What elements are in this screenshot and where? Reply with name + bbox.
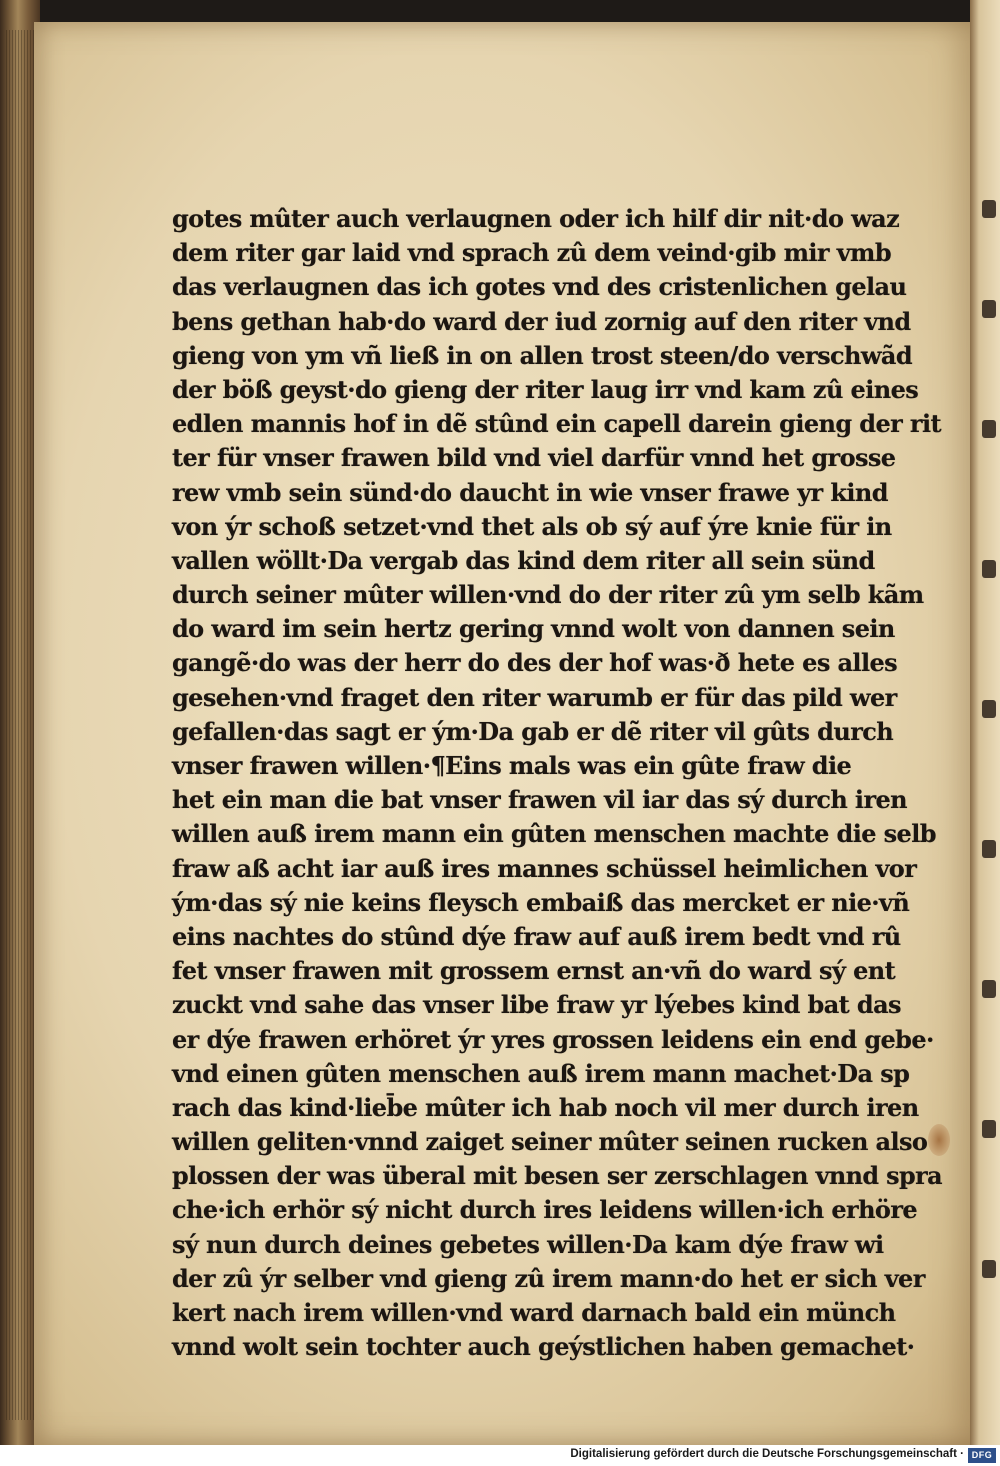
facing-page-glyph	[982, 560, 996, 578]
facing-page-glyph	[982, 1120, 996, 1138]
text-line: willen auß irem mann ein gûten menschen machte die selb	[172, 819, 936, 849]
facing-page-glyph	[982, 200, 996, 218]
text-line: edlen mannis hof in dẽ stûnd ein capell darein gieng der rit	[172, 409, 941, 439]
dfg-logo: DFG	[968, 1448, 996, 1463]
text-line: eins nachtes do stûnd dýe fraw auf auß irem bedt vnd rû	[172, 921, 901, 951]
page-edges-texture	[6, 30, 34, 1420]
text-line: fraw aß acht iar auß ires mannes schüssel heimlichen vor	[172, 853, 917, 883]
text-line: gangẽ·do was der herr do des der hof was·ð hete es alles	[172, 648, 898, 678]
text-line: von ýr schoß setzet·vnd thet als ob sý auf ýre knie für in	[172, 511, 892, 541]
facing-page-glyph	[982, 700, 996, 718]
text-line: plossen der was überal mit besen ser zerschlagen vnnd spra	[172, 1161, 942, 1191]
text-line: che·ich erhör sý nicht durch ires leidens willen·ich erhöre	[172, 1195, 918, 1225]
text-line: kert nach irem willen·vnd ward darnach bald ein münch	[172, 1298, 896, 1327]
text-line: gefallen·das sagt er ým·Da gab er dẽ riter vil gûts durch	[172, 716, 894, 746]
book-page	[34, 22, 979, 1445]
text-line: dem riter gar laid vnd sprach zû dem veind·gib mir vmb	[172, 238, 892, 268]
text-line: do ward im sein hertz gering vnnd wolt von dannen sein	[172, 614, 895, 644]
facing-page-glyph	[982, 840, 996, 858]
paper-stain	[928, 1124, 950, 1156]
text-line: sý nun durch deines gebetes willen·Da kam dýe fraw wi	[172, 1229, 884, 1259]
text-line: der zû ýr selber vnd gieng zû irem mann·do het er sich ver	[172, 1263, 925, 1293]
text-line: gotes mûter auch verlaugnen oder ich hilf dir nit·do waz	[172, 204, 900, 233]
text-line: vnd einen gûten menschen auß irem mann machet·Da sp	[172, 1058, 910, 1088]
text-line: gesehen·vnd fraget den riter warumb er für das pild wer	[172, 682, 897, 712]
text-line: vnnd wolt sein tochter auch geýstlichen haben gemachet·	[172, 1332, 915, 1362]
text-line: vallen wöllt·Da vergab das kind dem riter all sein sünd	[172, 545, 875, 575]
text-line: das verlaugnen das ich gotes vnd des cristenlichen gelau	[172, 272, 907, 302]
facing-page-sliver	[970, 0, 1000, 1445]
text-line: gieng von ym vñ ließ in on allen trost steen/do verschwãd	[172, 340, 913, 370]
text-line: ým·das sý nie keins fleysch embaiß das mercket er nie·vñ	[172, 887, 910, 917]
text-line: durch seiner mûter willen·vnd do der riter zû ym selb kãm	[172, 580, 924, 610]
text-line: rach das kind·lieb̄e mûter ich hab noch vil mer durch iren	[172, 1092, 919, 1122]
text-line: er dýe frawen erhöret ýr yres grossen leidens ein end gebe·	[172, 1024, 934, 1054]
text-line: willen geliten·vnnd zaiget seiner mûter seinen rucken also	[172, 1127, 928, 1157]
text-line: fet vnser frawen mit grossem ernst an·vñ do ward sý ent	[172, 956, 896, 986]
text-line: ter für vnser frawen bild vnd viel darfür vnnd het grosse	[172, 443, 896, 473]
text-line: rew vmb sein sünd·do daucht in wie vnser frawe yr kind	[172, 477, 888, 507]
funding-credit: Digitalisierung gefördert durch die Deutsche Forschungsgemeinschaft ·	[570, 1448, 964, 1460]
facing-page-glyph	[982, 420, 996, 438]
text-line: der böß geyst·do gieng der riter laug irr vnd kam zû eines	[172, 374, 919, 404]
facing-page-glyph	[982, 300, 996, 318]
text-block	[172, 202, 942, 1364]
facing-page-glyph	[982, 1260, 996, 1278]
facing-page-glyph	[982, 980, 996, 998]
text-line: het ein man die bat vnser frawen vil iar das sý durch iren	[172, 785, 908, 815]
text-line: vnser frawen willen·¶Eins mals was ein gûte fraw die	[172, 751, 852, 780]
text-line: bens gethan hab·do ward der iud zornig auf den riter vnd	[172, 306, 911, 336]
footer-bar	[0, 1445, 1000, 1466]
text-line: zuckt vnd sahe das vnser libe fraw yr lýebes kind bat das	[172, 990, 901, 1020]
